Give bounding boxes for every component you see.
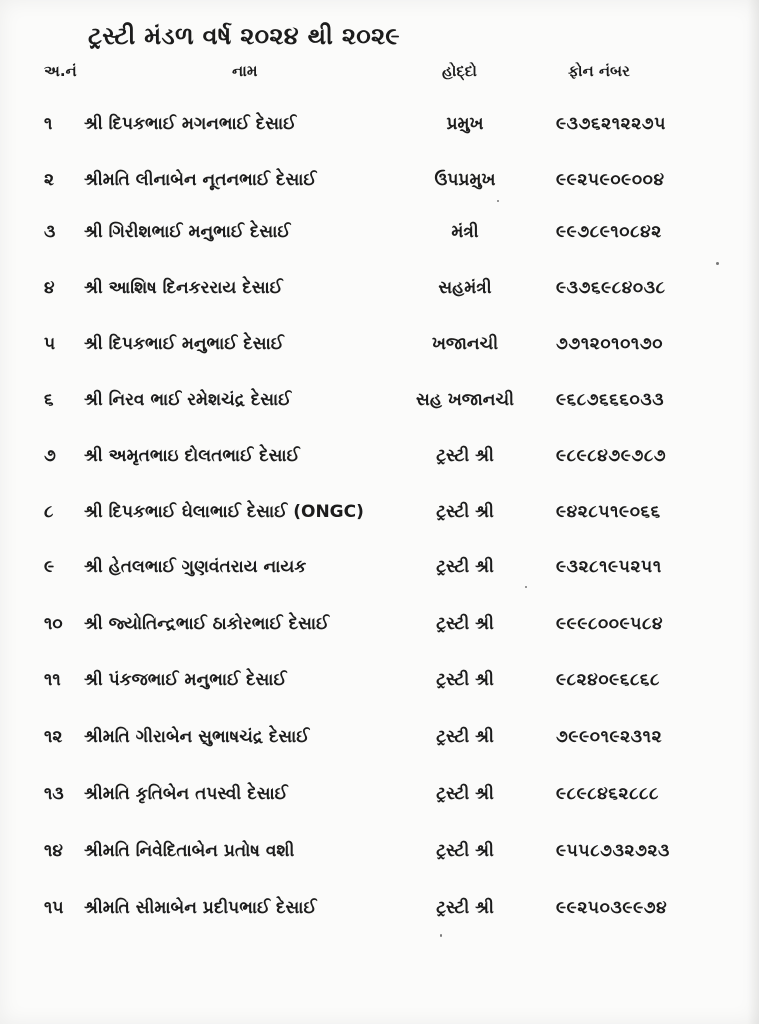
row-name: શ્રીમતિ કૃતિબેન તપસ્વી દેસાઈ xyxy=(84,784,288,804)
row-serial: ૧૨ xyxy=(44,727,63,747)
row-serial: ૮ xyxy=(44,502,54,522)
row-name: શ્રી દિપકભાઈ મગનભાઈ દેસાઈ xyxy=(84,114,297,134)
row-post: ટ્રસ્ટી શ્રી xyxy=(436,841,494,861)
row-name: શ્રી હેતલભાઈ ગુણવંતરાય નાયક xyxy=(84,557,307,577)
row-name: શ્રી દિપકભાઈ મનુભાઈ દેસાઈ xyxy=(84,334,284,354)
table-row xyxy=(0,334,759,364)
row-name: શ્રીમતિ નિવેદિતાબેન પ્રતોષ વશી xyxy=(84,841,295,861)
row-phone: ૯૯૨૫૦૩૯૯૭૪ xyxy=(556,898,668,918)
row-serial: ૭ xyxy=(44,446,56,466)
header-phone: ફોન નંબર xyxy=(568,62,630,80)
row-serial: ૯ xyxy=(44,557,55,577)
row-name: શ્રી દિપકભાઈ ઘેલાભાઈ દેસાઈ (ONGC) xyxy=(84,502,364,522)
row-serial: ૨ xyxy=(44,170,54,190)
row-name: શ્રી જ્યોતિન્દ્રભાઈ ઠાકોરભાઈ દેસાઈ xyxy=(84,614,330,634)
row-post: ટ્રસ્ટી શ્રી xyxy=(436,898,494,918)
row-name: શ્રીમતિ ગીરાબેન સુભાષચંદ્ર દેસાઈ xyxy=(84,727,310,747)
row-phone: ૯૮૯૮૪૬૨૮૮૮ xyxy=(556,784,659,804)
row-post: ઉપપ્રમુખ xyxy=(434,170,496,190)
row-serial: ૪ xyxy=(44,278,55,298)
table-row xyxy=(0,170,759,200)
row-post: ટ્રસ્ટી શ્રી xyxy=(436,784,494,804)
row-serial: ૧૧ xyxy=(44,670,61,690)
row-phone: ૯૩૨૮૧૯૫૨૫૧ xyxy=(556,557,662,577)
row-serial: ૩ xyxy=(44,222,56,242)
header-serial: અ.નં xyxy=(44,62,77,80)
table-row xyxy=(0,841,759,871)
paper-speck xyxy=(525,586,527,588)
row-post: ટ્રસ્ટી શ્રી xyxy=(436,614,494,634)
row-name: શ્રી ગિરીશભાઈ મનુભાઈ દેસાઈ xyxy=(84,222,291,242)
paper-speck xyxy=(497,200,499,202)
table-row xyxy=(0,278,759,308)
row-serial: ૧૪ xyxy=(44,841,63,861)
table-row xyxy=(0,614,759,644)
row-serial: ૧૫ xyxy=(44,898,64,918)
row-name: શ્રીમતિ લીનાબેન નૂતનભાઈ દેસાઈ xyxy=(84,170,317,190)
row-phone: ૯૯૯૮૦૦૯૫૮૪ xyxy=(556,614,664,634)
row-phone: ૯૩૭૬૯૮૪૦૩૮ xyxy=(556,278,666,298)
row-phone: ૯૮૯૮૪૭૯૭૮૭ xyxy=(556,446,667,466)
row-phone: ૯૬૮૭૬૬૬૦૩૩ xyxy=(556,390,665,410)
row-phone: ૯૩૭૬૨૧૨૨૭૫ xyxy=(556,114,666,134)
table-row xyxy=(0,502,759,532)
row-post: ખજાનચી xyxy=(431,334,499,354)
row-post: સહ ખજાનચી xyxy=(416,390,514,410)
table-row xyxy=(0,446,759,476)
table-row xyxy=(0,727,759,757)
row-post: ટ્રસ્ટી શ્રી xyxy=(436,727,494,747)
row-serial: ૧૦ xyxy=(44,614,63,634)
row-post: સહમંત્રી xyxy=(438,278,492,298)
row-phone: ૭૭૧૨૦૧૦૧૭૦ xyxy=(556,334,664,354)
row-serial: ૧૩ xyxy=(44,784,64,804)
table-row xyxy=(0,390,759,420)
row-phone: ૯૫૫૮૭૩૨૭૨૩ xyxy=(556,841,670,861)
table-row xyxy=(0,670,759,700)
table-row xyxy=(0,557,759,587)
row-serial: ૬ xyxy=(44,390,54,410)
row-phone: ૯૪૨૮૫૧૯૦૬૬ xyxy=(556,502,661,522)
row-post: ટ્રસ્ટી શ્રી xyxy=(436,557,494,577)
row-name: શ્રી નિરવ ભાઈ રમેશચંદ્ર દેસાઈ xyxy=(84,390,292,410)
document-title: ટ્રસ્ટી મંડળ વર્ષ ૨૦૨૪ થી ૨૦૨૯ xyxy=(88,22,400,50)
row-post: ટ્રસ્ટી શ્રી xyxy=(436,446,494,466)
table-row xyxy=(0,222,759,252)
paper-speck xyxy=(440,934,442,937)
row-serial: ૫ xyxy=(44,334,56,354)
row-name: શ્રી અમૃતભાઇ દોલતભાઈ દેસાઈ xyxy=(84,446,300,466)
row-serial: ૧ xyxy=(44,114,53,134)
table-row xyxy=(0,898,759,928)
table-row xyxy=(0,784,759,814)
row-post: મંત્રી xyxy=(451,222,479,242)
row-phone: ૯૮૨૪૦૯૬૮૬૮ xyxy=(556,670,660,690)
paper-speck xyxy=(716,262,719,265)
table-row xyxy=(0,114,759,144)
row-phone: ૭૯૯૦૧૯૨૩૧૨ xyxy=(556,727,663,747)
row-phone: ૯૯૭૮૯૧૦૮૪૨ xyxy=(556,222,662,242)
header-name: નામ xyxy=(232,62,258,80)
row-phone: ૯૯૨૫૯૦૯૦૦૪ xyxy=(556,170,665,190)
row-name: શ્રીમતિ સીમાબેન પ્રદીપભાઈ દેસાઈ xyxy=(84,898,317,918)
header-post: હોદ્દો xyxy=(442,62,477,80)
row-name: શ્રી પંકજભાઈ મનુભાઈ દેસાઈ xyxy=(84,670,287,690)
row-post: પ્રમુખ xyxy=(446,114,484,134)
row-name: શ્રી આશિષ દિનકરરાય દેસાઈ xyxy=(84,278,283,298)
row-post: ટ્રસ્ટી શ્રી xyxy=(436,502,494,522)
row-post: ટ્રસ્ટી શ્રી xyxy=(436,670,494,690)
